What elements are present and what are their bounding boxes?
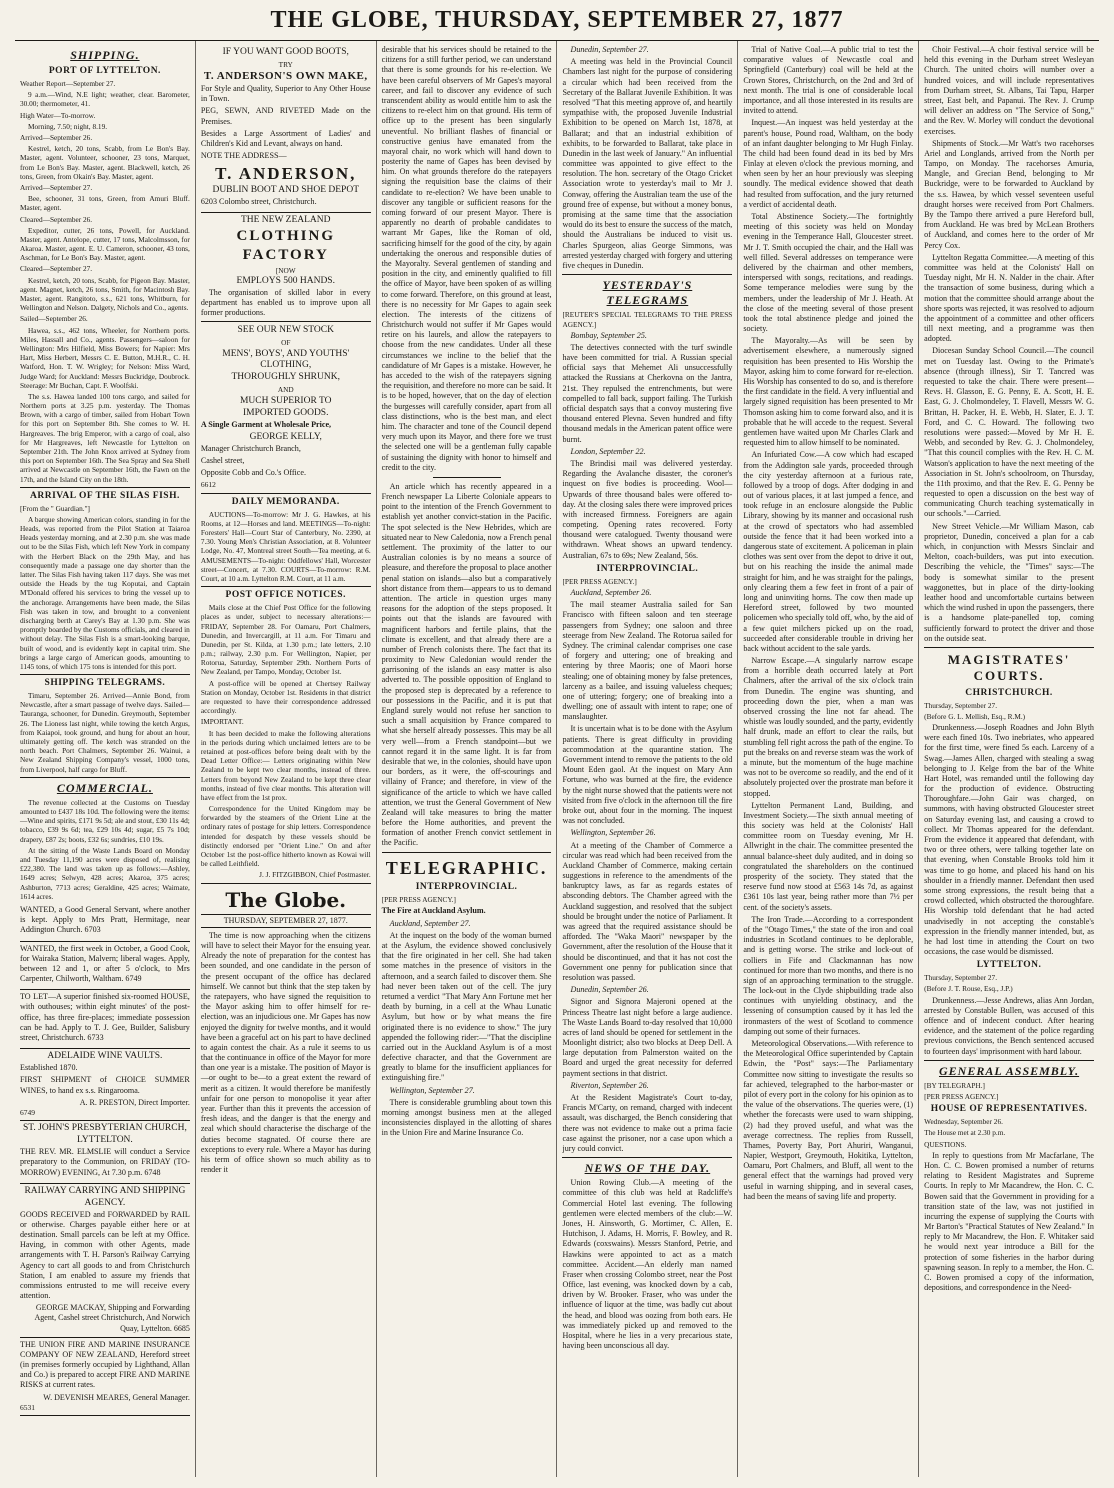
ad-line: MENS', BOYS', AND YOUTHS' [222,348,350,359]
ad-heading: ST. JOHN'S PRESBYTERIAN CHURCH, LYTTELTON. [22,1123,187,1146]
silas-source: [From the " Guardian."] [20,503,90,513]
christchurch-date: Thursday, September 27. [924,700,998,710]
ad-line: DUBLIN BOOT AND SHOE DEPOT [212,184,360,195]
fire-text: At the inquest on the body of the woman burned at the Asylum, the evidence showed conclusively that the fire originated in her cell. She had taken some matches in the presence of visitors in the afternoon, and a search failed to discover them. She had never been taken out of the cell. The jury returned a verdict "That Mary Ann Fortune met her death by burning, in a cell at the Whau Lunatic Asylum, but how or by what means the fire originated there is no evidence to show." The jury appended the following rider:—"That the discipline carried out in the Auckland Asylum is of a most defective character, and that the Government are greatly to blame for the insufficient appliances for extinguishing fire." [381,930,552,1083]
news-item: The Iron Trade.—According to a correspondent of the "Otago Times," the state of the iron and coal industries in Scotland continues to be deplorable, and is getting worse. The strike and lock-out of colliers in Fife and Clackmannan has now continued for more than two months, and there is no sign of an approaching termination to the struggle. The lock-out in the Clyde shipbuilding trade also continues with unyielding obstinacy, and the lessening of consumption caused by it has led the ironmasters of the west of Scotland to commence damping out some of their furnaces. [743,914,914,1036]
important-text: It has been decided to make the following alterations in the periods during which unclaimed letters are to be retained at post-offices before being dealt with by the Dead Letter Office:— Letters originating within New Zealand to be kept two clear months, instead of three. Letters from beyond New Zealand to be kept three clear months, instead of five clear months. This alteration will have effect from the 1st prox. [200,728,371,802]
ad-text: The organisation of skilled labor in every department has enabled us to improve upon all former productions. [200,287,371,318]
columns [15,41,1099,1477]
ad-text: GOODS RECEIVED and FORWARDED by RAIL or otherwise. Charges payable either here or at destination. Small parcels can be left at my Office. Having, in common with other Agents, made arrangements with T. H. Parson's Railway Carrying Agency to cart all goods to and from Christchurch Station, I am enabled to assure my friends that commissions entrusted to me will receive every attention. [20,1209,190,1301]
sailed-heading: Sailed—September 26. [20,314,88,324]
news-item: Narrow Escape.—A singularly narrow escape from a horrible death occurred lately at Port Chalmers, after the arrival of the six o'clock train from Dunedin. The engine was shunting, and proceeding down the pier, when a man was observed crossing the line not far ahead. The whistle was loudly sounded, and the party, evidently half drunk, made an effort to clear the rails, but stumbling fell right across the path of the engine. To put the breaks on and reverse steam was the work of a minute, but the momentum of the huge machine was not to be overcome so readily, and the end of it absolutely projected over the prostrate man before it stopped. [743,656,914,798]
divider [20,674,190,675]
auckland-text-2: It is uncertain what is to be done with the Asylum patients. There is great difficulty in providing accommodation at the quarantine station. The Government intend to remove the patients to the old Mount Eden gaol. At the inquest on Mary Ann Fortune, who was burned at the fire, the evidence by the night nurse showed that the patients were not visited from five o'clock in the afternoon till the fire broke out, about four in the morning. The inquest was not concluded. [562,724,733,826]
ad-line: A Single Garment at Wholesale Price, [200,419,332,429]
shipping-notes: The s.s. Hawea landed 100 tons cargo, and sailed for Northern ports at 3.25 p.m. yesterday. The Thomas Brown, with a cargo of timber, sailed from Hobart Town for this port on September 8th. She comes to W. H. Hargreaves. The brig Emperor, with a cargo of coal, also for Mr Hargreaves, left Newcastle for Lyttelton on September 21th. The John Knox arrived at Sydney from this port on September 16th. The Sea Spray and Sea Shell arrived at Newcastle on September 16th, the Fawn on the 17th, and the Island City on the 18th. [20,391,190,484]
ad-heading: RAILWAY CARRYING AND SHIPPING AGENCY. [24,1185,186,1208]
news-item: Lyttelton Regatta Committee.—A meeting of this committee was held at the Colonists' Hall on Tuesday night, Mr H. N. Nalder in the chair. After the transaction of some business, during which a motion that the committee should arrange about the shore sports was rejected, it was resolved to adjourn the appointment of a committee and other officers till next meeting, and a programme was then adopted. [924,252,1094,344]
news-of-the-day-title: NEWS OF THE DAY. [584,1161,711,1176]
press-agency-label: [PER PRESS AGENCY.] [381,895,456,905]
ad-signature: A. R. PRESTON, Direct Importer. [79,1097,190,1107]
postmaster-signature: J. J. FITZGIBBON, Chief Postmaster. [259,870,371,880]
weather-text: 9 a.m.—Wind, N.E light; weather, clear. Barometer, 30.00; thermometer, 41. [20,90,190,109]
lyttelton-before: (Before J. T. Rouse, Esq., J.P.) [924,984,1013,994]
ad-line: Opposite Cobb and Co.'s Office. [200,468,306,478]
ad-clothing-title: CLOTHING FACTORY [236,227,335,263]
section-title-shipping: SHIPPING. [70,48,140,62]
divider [201,883,371,884]
shipping-telegrams-title: SHIPPING TELEGRAMS. [44,678,166,689]
high-water-text: Morning, 7.50; night, 8.19. [28,121,108,131]
interprovincial-title: INTERPROVINCIAL. [596,563,699,574]
ad-line: GEORGE KELLY, [249,431,322,442]
divider [562,274,732,275]
arrived-heading-1: Arrived—September 26. [20,133,93,143]
news-item: Meteorological Observations.—With reference to the Meteorological Office superintended by Captain Edwin, the "Post" says:—The Parliamentary Committee now sitting to investigate the results so far achieved, telegraphed to the harbor-master or pilot of every port in the colony for his opinion as to the value of the observations. The queries were, (1) whether the forecasts were used to warn shipping, (2) had they proved useful, and what was the average correctness. The replies from Russell, Thames, Poverty Bay, Port Ahuriri, Wanganui, Napier, Westport, Greymouth, Hokitika, Lyttelton, Oamaru, Port Chalmers, and Bluff, all went to the general effect that the warnings had proved very useful in warning shipping, and in several cases, had been the means of saving life and property. [743,1039,914,1201]
divider [20,777,190,778]
french-convict-article: An article which has recently appeared in a French newspaper La Liberte Coloniale appears to point to the intention of the French Government to establish yet another convict-station in the Pacific. The spot selected is the New Hebrides, which are situated near to New Caledonia, now a French penal settlement. The proximity of the latter to our Australian colonies is by no means a source of pleasure, and therefore the proposal to place another penal station on islands—also but a comparatively short distance from them—appears to us to demand attention. The article in question urges many reasons for the adoption of the steps proposed. It points out that the islands are favoured with magnificent harbors and fertile plains, that the climate is excellent, and that already there are a number of French colonists there. The fact that its proximity to New Caledonian would render the garrisoning of the islands an easy matter is also adverted to. The possible opposition of England to the proposed step is deprecated by a reference to our possessions in the Pacific, and it is put that England surely would not refuse her sanction to such a small acquisition by France compared to what she herself already possesses. This may be all very well—from a French standpoint—but we cannot regard it in the same light. It is far from desirable that we, in the colonies, should have upon our borders, as it were, the off-scourings and villainy of France; and therefore, in view of the significance of the article to which we have called attention, we trust the General Government of New Zealand will take measures to bring the matter before the Home authorities, and prevent the formation of another French convict settlement in the Pacific. [381,481,552,848]
cleared-heading-1: Cleared—September 26. [20,214,93,224]
ad-text: TO LET—A superior finished six-roomed HOUSE, with outhouses; within eight minutes' of the post-office, has three fire-places; immediate possession can be had. Apply to T. J. Gee, Builder, Salisbury street, Christchurch. 6733 [20,992,190,1042]
dunedin-dateline-2: Dunedin, September 26. [570,985,649,995]
news-item: An Infuriated Cow.—A cow which had escaped from the Addington sale yards, proceeded through the city yesterday afternoon at a furious rate, followed by a troop of dogs. After dodging in and out of various places, it at last jumped a fence, and took refuge in an enclosure alongside the Public Library, showing by its manner and occasional rush at the crowd of spectators who had assembled outside the fence that it had been worked into a dangerous state of excitement. A policeman in plain clothes was sent over from the depot to drive it out, but on his reaching the inside the animal made straight for him, and he was straight for the palings, only clearing them a few feet in front of a pair of long and uninviting horns. The cow then made up Hereford street, followed by two mounted policemen who specially told off, who, by the aid of a few quiet milchers picked up on the road, succeeded after considerable trouble in driving her back without accident to the sale yards. [743,450,914,653]
weather-heading: Weather Report—September 27. [20,79,116,89]
post-office-text-2: A post-office will be opened at Chertsey Railway Station on Monday, October 1st. Residents in that district are requested to have their correspondence addressed accordingly. [200,678,371,716]
ad-line: NOTE THE ADDRESS— [200,151,287,161]
news-item: Total Abstinence Society.—The fortnightly meeting of this society was held on Monday evening in the Temperance Hall, Gloucester street. Mr J. T. Smith occupied the chair, and the Hall was well filled. Several addresses on temperance were delivered by the chairman and other members, interspersed with songs, recitations, and readings. Some temperance melodies were sung by the members, under the leadership of Mr J. Heath. At the close of the meeting several of those present took the total abstinence pledge and joined the society. [743,212,914,334]
christchurch-title: CHRISTCHURCH. [965,687,1053,698]
memo-title: DAILY MEMORANDA. [231,496,340,507]
ad-address: 6203 Colombo street, Christchurch. [200,196,317,206]
divider [924,1060,1094,1061]
ad-clothing-factory [201,213,371,494]
yesterdays-telegrams-title: YESTERDAY'S TELEGRAMS [602,278,693,308]
globe-title: The Globe. [225,887,347,912]
ad-wanted-cook [20,942,190,991]
ad-line: Manager Christchurch Branch, [200,443,301,453]
ad-text: WANTED, the first week in October, a Good Cook, for Wairaka Station, Malvern; liberal wages. Apply, between 12 and 1, or after 5 o'clock, to Mrs Carpenter, Chilworth, Waltham. 6749 [20,943,190,984]
post-office-text: Mails close at the Chief Post Office for the following places as under, subject to necessary alterations:— FRIDAY, September 28. For Oamaru, Port Chalmers, Dunedin, and Invercargill, at 11 a.m. For Timaru and Dunedin, per St. Kilda, at 1.30 p.m.; late letters, 2.10 p.m.; railway, 2.30 p.m. For Wellington, Napier, per Rotorua, Saturday, September 29th. Northern Ports of New Zealand, per Tampo, Monday, October 1st. [200,603,371,677]
masthead: THE GLOBE, THURSDAY, SEPTEMBER 27, 1877 [15,0,1099,41]
column-3 [377,41,558,1477]
interprovincial-title: INTERPROVINCIAL. [415,882,518,893]
commercial-text: The revenue collected at the Customs on Tuesday amounted to £437 18s 10d. The following were the items:—Wine and spirits, £171 9s 5d; ale and stout, £30 11s 4d; tobacco, £39 9s 6d; tea, £29 10s 4d; sugar, £5 7s 10d; drapery, £87 2s; boots, £32 6s; sundries, £10 19s. [20,797,190,844]
lyttelton-date: Thursday, September 27. [924,973,998,983]
divider [433,477,501,478]
ad-to-let [20,990,190,1049]
memo-text: AUCTIONS—To-morrow: Mr J. G. Hawkes, at his Rooms, at 12—Horses and land. MEETINGS—To-night: Foresters' Hall—Court Star of Canterbury, No. 2390, at 7.30. Young Men's Christian Association, at 8. Volunteer Lodge, No. 47, Montreal street South—Tea meeting, at 6. AMUSEMENTS—To-night: Oddfellows' Hall, Worcester street—Concert, at 7.30. COURTS—To-morrow: R.M. Court, at 10 a.m. Lyttelton R.M. Court, at 11 a.m. [200,509,371,583]
ad-text: FIRST SHIPMENT of CHOICE SUMMER WINES, to hand ex s.s. Ringarooma. [20,1075,190,1095]
london-text: The Brindisi mail was delivered yesterday. Regarding the Avalanche disaster, the coroner's inquest on five bodies is proceeding. Wool—Upwards of three thousand bales were offered to-day. At the closing sales there were improved prices with increased firmness. Foreigners are again competing. Opening rates recovered. Forty thousand were catalogued. Twenty thousand were withdrawn. Wheat shows an upward tendency. Australian, 67s to 69s; New Zealand, 56s. [562,458,733,560]
ad-number: 6612 [200,480,216,490]
ad-line: Besides a Large Assortment of Ladies' and Children's Kid and Levant, always on hand. [200,128,371,148]
post-office-title: POST OFFICE NOTICES. [225,590,346,601]
ad-church [20,1121,190,1184]
house-title: HOUSE OF REPRESENTATIVES. [930,1104,1088,1115]
lyttelton-title: LYTTELTON. [976,960,1042,971]
news-item: Choir Festival.—A choir festival service will be held this evening in the Durham street Wesleyan Church. The united choirs will number over a hundred voices, and will include representatives from Durham street, St. Albans, Tai Tapu, Harper street, East belt, and Papanui. The Rev. J. Crump will deliver an address on "The Service of Song," and the Rev. W. Morley will conduct the devotional exercises. [924,45,1094,136]
cleared-heading-2: Cleared—September 27. [20,264,93,274]
ad-number: 6531 [20,1402,35,1412]
section-title-commercial: COMMERCIAL. [56,780,153,795]
wellington-text: At a meeting of the Chamber of Commerce a circular was read which had been received from the Auckland Chamber of Commerce, making certain suggestions in reference to the amendments of the bankruptcy laws, as far as regards estates of absconding debtors. The Chamber agreed with the Auckland suggestion, and resolved that the subject should be brought under the notice of Parliament. It was agreed that the required assistance should be afforded. The "Waka Maori" newspaper by the Government, after the resolution of the House that it should be discontinued, and that it has not cost the Government one penny for publication since that resolution was passed. [562,840,733,982]
magistrates-courts-title: MAGISTRATES' COURTS. [947,651,1071,684]
ad-established: Established 1870. [20,1063,78,1073]
auckland-text: The mail steamer Australia sailed for San Francisco with fifteen saloon and ten steerage passengers from Sydney; one saloon and three steerage from New Zealand. The Rotorua sailed for Sydney. The criminal calendar comprises one case of forgery and uttering; one of breaking and entering by three Maoris; one of Maori horse stealing; one of obtaining money by false pretences, larceny as a bailee, and issuing valueless cheques; one of uttering; forgery; one of breaking into a dwelling; one of assault with intent to rape; one of manslaughter. [562,600,733,722]
high-water-heading: High Water—To-morrow. [20,110,96,120]
divider [382,852,552,853]
ad-adelaide-wine [20,1049,190,1121]
dunedin-dateline: Dunedin, September 27. [570,45,649,54]
london-dateline: London, September 22. [570,446,646,456]
christchurch-text: Drunkenness.—Joseph Roadnes and John Blyth were each fined 10s. Two inebriates, who appeared for the first time, were fined 5s each. Larceny of a Swag.—James Allen, charged with stealing a swag belonging to J. Kelge from the bar of the White Hart Hotel, was remanded until the following day for the production of evidence. Obstructing Thoroughfare.—John Gair was charged, on summons, with having obstructed Gloucester street on Saturday evening last, and causing a crowd to collect. Mr Thomas appeared for the defendant. From the evidence it appeared that defendant, with two or three others, were talking together late on that evening, when Constable Brooks told him it was time to go home, and placed his hand on his shoulder in a friendly manner. Defendant then used some strong expressions, the result being that a crowd collected, which obstructed the thoroughfare. His Worship told defendant that he had acted unadvisedly in not accepting the constable's expression in the friendly manner intended, but, as he had lost time in attending the Court on two occasions, the case would be dismissed. [924,722,1094,957]
ad-line: THE NEW ZEALAND [240,214,331,225]
divider [924,647,1094,648]
divider [20,487,190,488]
riverton-dateline: Riverton, September 26. [570,1080,649,1090]
ad-text: THE REV. MR. ELMSLIE will conduct a Service preparatory to the Communion, on FRIDAY (TO-MORROW) EVENING, At 7.30 p.m. 6748 [20,1147,190,1177]
reuter-label: [REUTER'S SPECIAL TELEGRAMS TO THE PRESS AGENCY.] [562,310,733,329]
divider [201,321,371,322]
cleared-text-2: Kestrel, ketch, 20 tons, Scabb, for Pigeon Bay. Master, agent. Magnet, ketch, 26 tons, Smith, for Macintosh Bay. Master, agent. Rangitoto, s.s., 621 tons, Whitburn, for Wellington and Nelson. Dalgety, Nichols and Co., agents. [20,275,190,313]
important-heading: IMPORTANT. [200,717,244,727]
by-telegraph-label: [BY TELEGRAPH.] [924,1080,985,1090]
dunedin-text-2: Signor and Signora Majeroni opened at the Princess Theatre last night before a large audience. The Waste Lands Board to-day resolved that 10,000 acres of land should be opened for settlement in the Moonlight district; also two blocks at Deep Dell. A large deputation from Palmerston waited on the Board and urged the great necessity for deferred payment sections in that district. [562,997,733,1078]
arrived-text-1: Kestrel, ketch, 20 tons, Scabb, from Le Bon's Bay. Master, agent. Volunteer, schooner, 23 tons, Marquet, from Le Bon's Bay. Master, agent. Blackwell, ketch, 26 tons, Green, from Okain's Bay. Master, agent. [20,144,190,181]
house-time: The House met at 2.30 p.m. [924,1128,1006,1138]
news-item: Shipments of Stock.—Mr Watt's two racehorses Ariel and Longlands, arrived from the North per Tampo, on Monday. The racehorses Amuria, Mangle, and Grecian Bend, belonging to Mr Buckridge, were to be forwarded to Auckland by the s.s. Hawea, by which vessel seventeen useful draught horses were received from Port Chalmers. By the Tampo there arrived a pure Hereford bull, from Auckland. He was bred by McLean Brothers of Auckland, and comes here to the order of Mr Percy Cox. [924,138,1094,250]
ad-heading: ADELAIDE WINE VAULTS. [47,1051,163,1062]
ad-wanted-servant [20,903,190,942]
arrived-heading-2: Arrived—September 27. [20,182,93,192]
wellington-text: There is considerable grumbling about town this morning amongst business men at the alleged inconsistencies displayed in the allotting of shares in the Union Fire and Marine Insurance Co. [381,1097,552,1138]
silas-text: A barque showing American colors, standing in for the Heads, was reported from the Pilot Station at Taiaroa Heads yesterday morning, and at 2.30 p.m. she was made out to be the Silas Fish, which left New York in company with the Herbert Black on the 29th May, and has consequently made a passage one day shorter than the latter. The Silas Fish having taken 117 days. She was met outside the Heads by the tug Koputai, and Captain M'Donald offered his services to bring the vessel up to the anchorage. Arrangements have been made, the Silas Fish was taken in tow, and brought to a convenient discharging berth at Carey's Bay at 1.30 p.m. She was promptly boarded by the Customs officials, and cleared in without delay. The Silas Fish is a smart-looking barque, built of wood, and is evidently kept in capital trim. She brings a large cargo of American goods, amounting to 1145 tons, of which 175 tons is intended for this port. [20,514,190,671]
questions-heading: QUESTIONS. [924,1139,967,1149]
ad-line: CLOTHING, [260,360,312,371]
wellington-dateline: Wellington, September 27. [389,1085,475,1095]
ad-line: TRY [278,59,293,69]
general-assembly-title: GENERAL ASSEMBLY. [938,1063,1080,1078]
ad-text: WANTED, a Good General Servant, where another is kept. Apply to Mrs Pratt, Hermitage, near Addington Church. 6703 [20,904,190,935]
news-text: Union Rowing Club.—A meeting of the committee of this club was held at Radcliffe's Commercial Hotel last evening. The following gentlemen were elected members of the club:—W. Jones, H. Ainsworth, G. Mortimer, C. Allen, E. Hutchison, J. Adams, H. Morris, F. Bowley, and R. Edwards (coxswains). Messrs Stanford, Petrie, and Hawkins were appointed to act as a match committee. Accident.—An elderly man named Fraser when crossing Colombo street, near the Post Office, last evening, was knocked down by a cab, driven by W. Brooker. Fraser, who was under the influence of liquor at the time, was badly cut about the head, and blood was oozing from both ears. He was immediately picked up and removed to the Hospital, where he lies in a very precarious state, having been unconscious all day. [562,1178,733,1351]
bombay-dateline: Bombay, September 25. [570,330,647,340]
house-date: Wednesday, September 26. [924,1117,1003,1127]
fire-dateline: Auckland, September 27. [389,918,471,928]
ad-line: Cashel street, [200,455,245,465]
ad-railway [20,1184,190,1338]
ad-line: T. ANDERSON'S OWN MAKE, [203,70,368,83]
column-4 [557,41,738,1477]
shipping-telegrams-text: Timaru, September 26. Arrived—Annie Bond, from Newcastle, after a smart passage of twelve days. Sailed—Tauranga, schooner, for Dunedin. Greymouth, September 26. The Lioness last night, while towing the ketch Argus, from Kaiapoi, took ground, and hung for about an hour, ultimately getting off. The ketch was stranded on the north beach. Port Chalmers, September 26. Wainui, a New Zealand Shipping Company's vessel, 1000 tons, from Liverpool, half cargo for Bluff. [20,691,190,774]
riverton-text: At the Resident Magistrate's Court to-day, Francis M'Carty, on remand, charged with indecent assault, was discharged, the Bench considering that there was not evidence to make out a prima facie case against the prisoner, nor a case upon which a jury could convict. [562,1093,733,1153]
editorial-continued: desirable that his services should be retained to the citizens for a still further period, we can understand that there is some grounds for his re-election. We have been careful observers of Mr Gapes's mayoral career, and fail to discover any evidence of such transcendent ability as would entitle him to ask the citizens to re-elect him on that ground. His term of office up to the present has been singularly uneventful. No brilliant flashes of financial or constructive genius have emanated from the mayoral chair, no work which will hand down to posterity the name of Gapes has been devised by him. On what grounds therefore do the ratepayers signing the requisition base the claims of their candidate to re-election? We have been unable to discover any tangible or sufficient reasons for the coming forward of our present Mayor. There is apparently no dearth of probable candidates to warrant Mr Gapes, like the Roman of old, sacrificing himself for the good of the city, by again undertaking the onerous and responsible duties of the Mayoralty. Several gentlemen of standing and position in the city, and eminently qualified to fill the office of Mayor, have been spoken of as willing to come forward. Therefore, on this ground at least, there is no necessity for Mr Gapes to again seek election. The interests of the citizens of Christchurch would not suffer if Mr Gapes would retire on his laurels, and allow the ratepayers to choose from the new candidates. Under all these circumstances we incline to the belief that the candidature of Mr Gapes is a mistake. However, he has acceded to the wish of the ratepayers signing the requisition, and therefore no more can be said. It is to be hoped, however, that on the day of election the burgesses will carefully consider, apart from all class distinctions, who is the best man, and elect him. The character and tone of the Council depend very much upon its Mayor, and there fore we trust the selected one will be a gentleman fully capable of sustaining the dignity with honor to himself and credit to the city. [381,45,552,472]
ad-line: EMPLOYS 500 HANDS. [236,275,335,286]
column-1 [15,41,196,1477]
ad-line: IF YOU WANT GOOD BOOTS, [222,47,349,57]
ad-number: 6749 [20,1107,35,1117]
house-text: In reply to questions from Mr Macfarlane, The Hon. C. C. Bowen promised a number of returns relating to Resident Magistrates and Supreme Courts. In reply to Mr Macandrew, the Hon. C. C. Bowen said that the Government in providing for a transition state of the law, was not justified in incurring the expense of supplying the Courts with Mr Barton's "Practical Statutes of New Zealand." In reply to Mr Macandrew, the Hon. F. Whitaker said he would next year introduce a Bill for the protection of some fisheries in the harbor during spawning season. In reply to a member, the Hon. C. C. Bowen promised a copy of the information, depositions, and correspondence in the Need- [924,1150,1094,1293]
telegraphic-title: TELEGRAPHIC. [385,857,548,878]
ad-union-insurance [20,1338,190,1416]
auckland-dateline: Auckland, September 26. [570,588,652,597]
port-title: PORT OF LYTTELTON. [48,66,161,77]
dunedin-text: A meeting was held in the Provincial Council Chambers last night for the purpose of considering a circular which had been received from the Secretary of the Ballarat Juvenile Exhibition. It was resolved "That this meeting approve of, and heartily sympathise with, the proposed Juvenile Industrial Exhibition to be opened on March 1st, 1878, at Ballarat; and that an industrial exhibition of exhibits, to be forwarded to Ballarat, take place in Dunedin in the last week of January." An influential committee was appointed to give effect to the resolution. The hon. secretary of the Otago Cricket Association wrote to yesterday's mail to Mr J. Conway, offering the Australian team the use of the ground free of expense, but without a money bonus, promising at the same time that the association would do its best to ensure the success of the match, should the Australians be induced to visit us. Charles Spurgeon, alias George Simmons, was arrested yesterday charged with forgery and uttering five cheques in Dunedin. [562,57,733,270]
news-item: Trial of Native Coal.—A public trial to test the comparative values of Newcastle coal and Springfield (Canterbury) coal will be held at the Crown Stores, Christchurch, on the 2nd and 3rd of next month. The trial is one of considerable local importance, and all those interested in its results are invited to attend. [743,45,914,116]
christchurch-before: (Before G. L. Mellish, Esq., R.M.) [924,711,1026,721]
globe-date: THURSDAY, SEPTEMBER 27, 1877. [201,914,371,928]
fire-title: The Fire at Auckland Asylum. [381,906,486,916]
important-text-2: Correspondence for the United Kingdom may be forwarded by the steamers of the Orient Line at the ordinary rates of postage for ship letters. Correspondence intended for despatch by these vessels should be distinctly endorsed per "Orient Line." On and after October 1st the post-office hitherto known as Kowai will be called Leithfield. [200,804,371,869]
ad-signature: GEORGE MACKAY, Shipping and Forwarding Agent, Cashel street Christchurch, And Norwich Quay, Lyttelton. 6685 [34,1303,190,1333]
sailed-text: Hawea, s.s., 462 tons, Wheeler, for Northern ports. Miles, Hassall and Co., agents. Passengers—saloon for Wellington: Mrs Hilfield, Miss Bowers; for Napier: Mrs Hart, Miss Herbert, Messrs C. E. Button, M.H.R., C. H. Watford, Hon. T. W. Wrigley; for Nelson: Miss Ward, Judge Ward; for Auckland: Messrs Buckridge, Doubrock. Steerage: Mr Buchan, Capt. F. Woolfski. [20,325,190,390]
lyttelton-text: Drunkenness.—Jesse Andrews, alias Ann Jordan, arrested by Constable Bullen, was accused of this offence and of indecent conduct. After hearing evidence, and the statement of the police regarding previous convictions, the Bench sentenced accused to fourteen days' imprisonment with hard labour. [924,995,1094,1056]
cleared-text-1: Expeditor, cutter, 26 tons, Powell, for Auckland. Master, agent. Antelope, cutter, 17 tons, Malcolmsson, for Akaroa. Master, agent. E. U. Cameron, schooner, 43 tons, Aschman, for Le Bon's Bay. Master, agent. [20,225,190,263]
silas-title: ARRIVAL OF THE SILAS FISH. [30,490,180,501]
ad-line: THOROUGHLY SHRUNK, [231,372,340,383]
wellington-dateline: Wellington, September 26. [570,828,656,838]
ad-text: THE UNION FIRE AND MARINE INSURANCE COMPANY OF NEW ZEALAND, Hereford street (in premises formerly occupied by Lighthand, Allan and Co.) is prepared to accept FIRE AND MARINE RISKS at current rates. [20,1339,190,1390]
column-2 [196,41,377,1477]
divider [562,1157,732,1158]
news-item: Lyttelton Permanent Land, Building, and Investment Society.—The sixth annual meeting of this society was held at the Colonists' Hall committee room on Tuesday evening, Mr H. Allwright in the chair. The committee presented the annual balance-sheet duly audited, and in doing so congratulated the shareholders on the continued prosperity of the society. They stated that the reserve fund now stood at £563 14s 7d, as against £361 10s last year, being rather more than 7½ per cent. of the society's assets. [743,800,914,912]
ad-line: For Style and Quality, Superior to Any Other House in Town. [200,84,371,104]
ad-signature: W. DEVENISH MEARES, General Manager. [43,1392,190,1402]
ad-line: IMPORTED GOODS. [243,407,329,418]
commercial-text-2: At the sitting of the Waste Lands Board on Monday and Tuesday 11,190 acres were disposed of, realising £22,380. The land was taken up as follows:—Ashley, 1649 acres; Selwyn, 428 acres; Akaroa, 375 acres; Ashburton, 7713 acres; Geraldine, 425 acres; Waimate, 1614 acres. [20,845,190,901]
bombay-text: The detectives connected with the turf swindle have been committed for trial. A Russian special official says that Mehemet Ali unsuccessfully attacked the Russians at Cherkovna on the Jantra, 21st. They repulsed the entrenchments, but were compelled to fall back, support failing. The Turkish official despatch says that a convoy mustering five thousand entered Plevna. Seven hundred and fifty thousand medals in the American patent office were burnt. [562,342,733,444]
news-item: Diocesan Sunday School Council.—The council met on Tuesday last. Owing to the Primate's absence (through illness), Sir T. Tancred was requested to take the chair. There were present—Revs. H. Glasson, E. G. Penny, E. A. Scott, H. E. East, G. J. Cholmondeley, T. Flavell, Messrs W. G. Brittan, H. Packer, H. E. Webb, H. Slater, E. J. T. Ford, and C. C. Howard. The following two resolutions were passed:—Moved by Mr H. E. Webb, and seconded by Rev. G. J. Cholmondeley, "That this council complies with the Rev. H. C. M. Watson's application to have the next meeting of the Association in St. John's schoolroom, on Thursday, the 11th proximo, and that the Rev. E. G. Penny be requested to open a discussion on the best way of communicating Church teaching systematically in our schools."—Carried. [924,346,1094,519]
ad-line: OF [281,338,291,348]
ad-anderson-boots [201,45,371,213]
column-6 [919,41,1099,1477]
ad-line: AND [277,385,294,395]
news-item: New Street Vehicle.—Mr William Mason, cab proprietor, Dunedin, conceived a plan for a cab which, in conjunction with Messrs Sinclair and Melton, coach-builders, was put into execution. Describing the vehicle, the "Times" says:—The body is somewhat similar to the present waggonettes, but in place of the dirty-looking leather hood and uncomfortable curtains between which the wind rushed in upon the passengers, there is a handsome plate-panelled top, coming sufficiently forward to protect the driver and those on the outside seat. [924,521,1094,643]
ad-line: MUCH SUPERIOR TO [239,395,332,406]
ad-line: PEG, SEWN, AND RIVETED Made on the Premises. [200,106,371,126]
ad-line: SEE OUR NEW STOCK [237,325,334,336]
editorial-text: The time is now approaching when the citizens will have to select their Mayor for the ensuing year. Already the note of preparation for the contest has been sounded, and one candidate in the person of the present occupant of the office has declared himself. We cannot but think that the step taken by the ratepayers, who have signed the requisition to the Mayor asking him to offer himself for re-election, was an injudicious one. Mr Gapes has now enjoyed the dignity for twelve months, and it would have been a graceful act on his part to have declined to again contest the chair. As a rule it seems to us that the continuance in office of the Mayor for more than one year is a mistake. The position of Mayor is—or ought to be—to a great extent the reward of merit as a citizen. It would therefore be manifestly unfair for one person to monopolise it year after year. Further than this it prevents the accession of fresh ideas, and the danger is that the energy and zeal which should characterise the discharge of the duties become stagnated. Of course there are exceptions to every rule. Where a Mayor has during his term of office shown so much ability as to render it [200,930,371,1175]
ad-anderson-name: T. ANDERSON, [215,164,357,184]
arrived-text-2: Bee, schooner, 31 tons, Green, from Amuri Bluff. Master, agent. [20,194,190,213]
ad-line: [NOW [275,265,296,275]
news-item: The Mayoralty.—As will be seen by advertisement elsewhere, a numerously signed requisition has been presented to His Worship the Mayor, asking him to come forward for re-election. His Worship has consented to do so, and is therefore the first candidate in the field. A very influential and largely signed requisition has been presented to Mr Thomson asking him to come forward also, and it is probable that he will accede to the request. Several gentlemen have waited upon Mr Charles Clark and requested him to allow himself to be nominated. [743,336,914,448]
press-agency-label: [PER PRESS AGENCY.] [924,1092,999,1102]
column-5 [738,41,919,1477]
divider [201,586,371,587]
press-agency-label: [PER PRESS AGENCY.] [562,576,637,586]
news-item: Inquest.—An inquest was held yesterday at the parent's house, Pound road, Waltham, on the body of an infant daughter belonging to Mr Hugh Finlay. The child had been found dead in its bed by Mrs Finlay at eleven o'clock the previous morning, and when seen by her an hour previously was sleeping soundly. The medical evidence showed that death had resulted from suffocation, and the jury returned a verdict of accidental death. [743,118,914,209]
